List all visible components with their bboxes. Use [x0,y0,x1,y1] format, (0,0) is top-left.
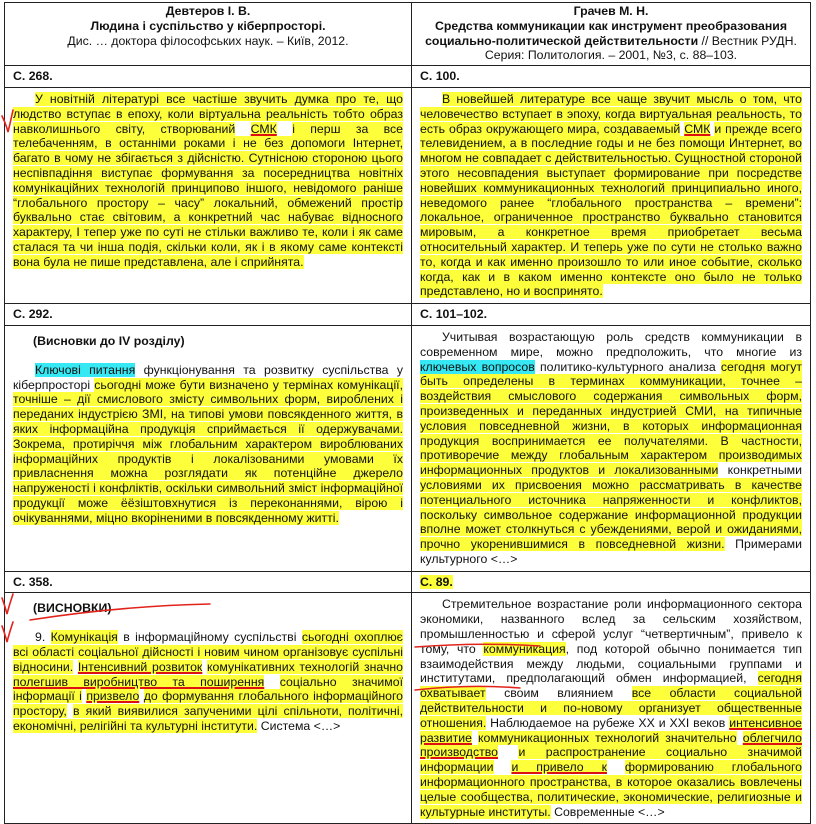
author-right: Грачев М. Н. [573,4,649,18]
plain-text: политико-культурного анализа [539,359,716,374]
source-left [5,3,412,66]
excerpt-left-3 [5,593,412,824]
excerpt-right-2 [412,325,811,571]
highlight: і перш за все телебаченням, в останніми роками і не без допомоги Інтернет, багато в чому не збігається з дійсністю. Сутнісною стороною цього неспівпадіння виступає формування за посередництва новітніх комунікаційних технологій принципово іншого, невідомого раніше “глобального простору – часу” локальний, обмежений простір буквально стає світовим, а конкретний час набуває відносного характеру, І тепер уже по суті не стільки важливо те, коли і як саме сталася та чи інша подія, скільки коли, як і в якому саме контексті вона була не пише представлена, але і сприйнята. [13,121,404,269]
text-row-1 [5,87,811,303]
plain-text: Учитывая возрастающую роль средств коммуникации в современном мире, можно предположить, что многие из [420,329,802,359]
highlight: У новітній літературі все частіше звучить думка про те, що людство вступає в епоху, коли віртуальна реальність тобто образ навколишнього світу, створюваний [13,91,403,136]
page-ref-right-3 [412,571,811,593]
underlined-phrase: Інтенсивний розвиток [77,659,203,674]
page-ref-left-2: С. 292. [5,304,412,326]
highlight: формированию глобального информационного пространства, в которое оказались вовлечены целые сообщества, политические, экономические, религиозные и культурные институты. [420,760,803,819]
highlight: комунікативних технологій значно [207,659,403,674]
page-ref-left-3: С. 358. [5,571,412,593]
text-row-3 [5,593,811,824]
plain-text: функціонування та розвитку суспільства у кіберпросторі [13,362,403,392]
excerpt-left-1 [5,87,412,303]
underlined-phrase: призвело [86,689,140,704]
highlight: коммуникационных технологий значительно [478,730,737,745]
plain-text: Современные <…> [554,804,665,819]
underlined-phrase: полегшив виробництво та поширення [13,674,265,689]
highlight: соціально значимої інформації і [13,674,403,704]
plain-text: конкретными [727,463,802,478]
plain-text: Система <…> [260,719,341,734]
highlight: вполне может столкнуться с убеждениями, верой и ожиданиями, прочно укоренившимися в повседневной жизни. [420,522,802,552]
page-ref-highlight: С. 89. [420,574,453,589]
highlight: в який виявилися запученими цілі спільноти, політичні, економічні, релігійні та культурні інститути. [13,704,403,734]
excerpt-right-1 [412,87,811,303]
underlined-phrase: интенсивное развитие [420,715,803,745]
underlined-term: СМК [250,121,277,136]
highlight: сегодня охватывает [420,671,802,701]
source-right [412,3,811,66]
comparison-table [4,2,811,824]
highlight: сьогодні може бути визначено у термінах комунікації, точніше – дії смислового змісту символьних форм, вироблених і переданих індустрією ЗМІ, на типові умови повсякденного життя, в яких інформаційна продукція сприймається ії одержувачами. Зокрема, протиріччя між глобальним характером вироблюваних інформаційних продуктів і локалізованими умовами їх привласнення можна розглядати як потенційне джерело напруженості і конфліктів, оскільки символьний зміст інформаційної продукції може ёёзіштовхнутися із переконаннями, вірою і очікуваннями, міцно вкоріненими в повсякденному житті. [13,377,404,525]
highlight: сегодня могут быть определены в терминах коммуникации, точнее – воздействия смыслового содержания символьных форм, произведенных и переданных индустрией СМИ, на типичные условия повседневной жизни, в которых информационная продукция воспринимается ее получателями. В частности, противоречие между глобальным характером производимых информационных продуктов и локализованными [420,359,802,478]
source-ref-right: // Вестник РУДН. Серия: Политология. – 2001, №3, с. 88–103. [484,33,797,63]
plain-text: в інформаційному суспільстві [123,630,297,645]
keyword-highlight: ключевых вопросов [420,359,535,374]
highlight: все области социальной действительности и по-новому организует общественные отношения. [420,686,803,730]
underlined-phrase: и привело к [511,760,607,775]
plain-text: , под которой обычно понимается тип взаимодействия между людьми, социальными группами и институтами, предполагающий обмен информацией, [420,641,803,686]
excerpt-left-2 [5,325,412,571]
highlight: В новейшей литературе все чаще звучит мысль о том, что человечество вступает в эпоху, когда виртуальная реальность, то есть образ окружающего мира, создаваемый [420,91,802,136]
text-row-2 [5,325,811,571]
title-right: Средства коммуникации как инструмент преобразования социально-политической действительности [425,18,788,48]
page-row-2 [5,304,811,326]
section-title: (ВИСНОВКИ) [33,601,112,616]
author-left: Девтеров І. В. [165,4,251,18]
page-ref-right-1: С. 100. [412,66,811,88]
page-row-1 [5,66,811,88]
highlight: и распространение социально значимой информации [420,745,802,775]
section-title: (Висновки до IV розділу) [33,333,185,348]
plain-text: Стремительное возрастание роли информационного сектора экономики, названного вслед за сельским хозяйством, промышленностью и сферой услуг “четвертичным”, привело к тому, что [420,597,802,656]
item-number: 9. [35,630,46,645]
keyword-highlight: Ключові питання [35,362,136,377]
highlight: условиями их присвоения можно рассматривать в качестве потенциального источника напряженности и конфликтов, поскольку символьное содержание информационной продукции [420,477,802,522]
highlight: сьогодні охоплює всі області соціальної дійсності і новим чином організовує суспільні відносини. [13,630,403,674]
title-left: Людина і суспільство у кіберпросторі. [90,18,326,33]
highlight: коммуникация [483,641,566,656]
underlined-phrase: облегчило производство [420,730,802,760]
page-row-3 [5,571,811,593]
source-header-row [5,3,811,66]
plain-text: Наблюдаемое на рубеже XX и XXI веков [490,715,726,730]
highlight: до формування глобального інформаційного простору, [13,689,404,719]
plain-text: Примерами культурного <…> [420,537,802,566]
page-ref-right-2: С. 101–102. [412,304,811,326]
source-ref-left: Дис. … доктора філософських наук. – Київ, 2012. [67,33,349,48]
highlight: Комунікація [50,630,118,645]
plain-text: своим влиянием [504,686,614,701]
underlined-term: СМК [684,121,711,136]
page-ref-left-1: С. 268. [5,66,412,88]
highlight: и прежде всего телевидением, а в последние годы и не без помощи Интернет, во многом не совпадает с действительностью. Сущностной стороной этого несовпадения выступает формирование при посредстве новейших коммуникационных технологий принципиально иного, неведомого ранее “глобального пространства – времени”: локальное, ограниченное пространство буквально становится мировым, а конкретное время приобретает весьма относительный характер. И теперь уже по сути не столько важно то, когда и как именно произошло то или иное событие, сколько когда, как и в каком именно контексте оно было не только представлено, но и воспринято. [420,121,802,299]
excerpt-right-3 [412,593,811,824]
